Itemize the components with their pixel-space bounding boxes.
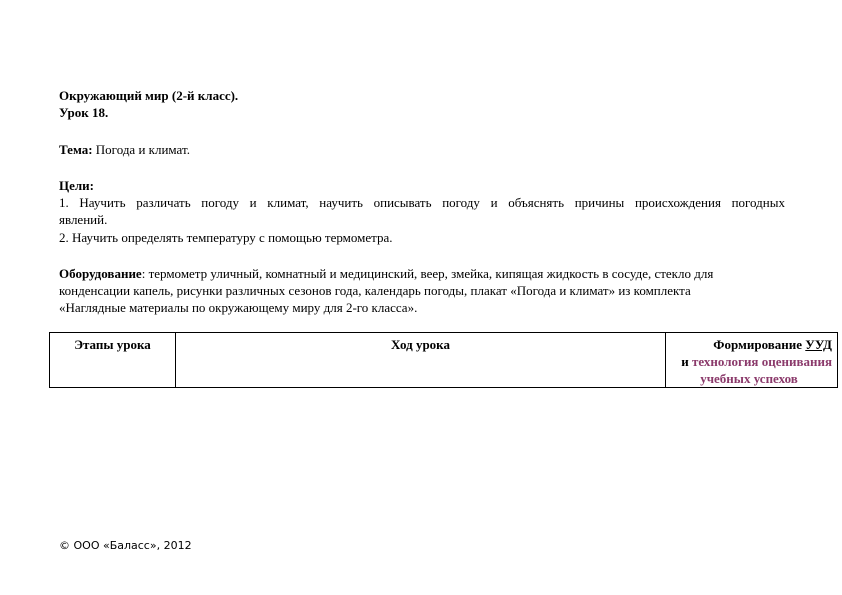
equipment-label: Оборудование — [59, 266, 142, 281]
goal-item-2: 2. Научить определять температуру с помощью термометра. — [59, 230, 393, 245]
topic-line — [59, 141, 190, 158]
goal-item-1-continued: явлений. — [59, 212, 108, 227]
table-bottom-border — [50, 387, 837, 389]
lesson-number: Урок 18. — [59, 105, 109, 120]
column-header-uud — [666, 336, 836, 387]
column-header-stages: Этапы урока — [74, 337, 151, 352]
goal-item-1: 1. Научить различать погоду и климат, научить описывать погоду и объяснять причины происхождения погодных — [59, 195, 785, 210]
subject-title: Окружающий мир (2-й класс). — [59, 88, 239, 103]
lesson-table — [49, 332, 838, 388]
uud-header-line-3: учебных успехов — [700, 371, 798, 386]
topic-label: Тема: — [59, 142, 93, 157]
uud-header-line-2: и технология оценивания — [681, 354, 832, 369]
uud-abbrev: УУД — [805, 337, 832, 352]
equipment-text-1: : термометр уличный, комнатный и медицинский, веер, змейка, кипящая жидкость в сосуде, стекло для — [141, 266, 714, 281]
goals-label: Цели: — [59, 178, 94, 193]
equipment-line-2: конденсации капель, рисунки различных сезонов года, календарь погоды, плакат «Погода и климат» из комплекта — [59, 283, 691, 298]
column-header-lesson-flow: Ход урока — [391, 337, 450, 352]
equipment-line-1 — [59, 265, 713, 282]
equipment-line-3: «Наглядные материалы по окружающему миру для 2-го класса». — [59, 300, 418, 315]
assessment-technology: технология оценивания — [692, 354, 832, 369]
uud-header-line-1: Формирование УУД — [713, 337, 832, 352]
copyright-footer: © ООО «Баласс», 2012 — [59, 539, 192, 552]
topic-value: Погода и климат. — [92, 142, 190, 157]
